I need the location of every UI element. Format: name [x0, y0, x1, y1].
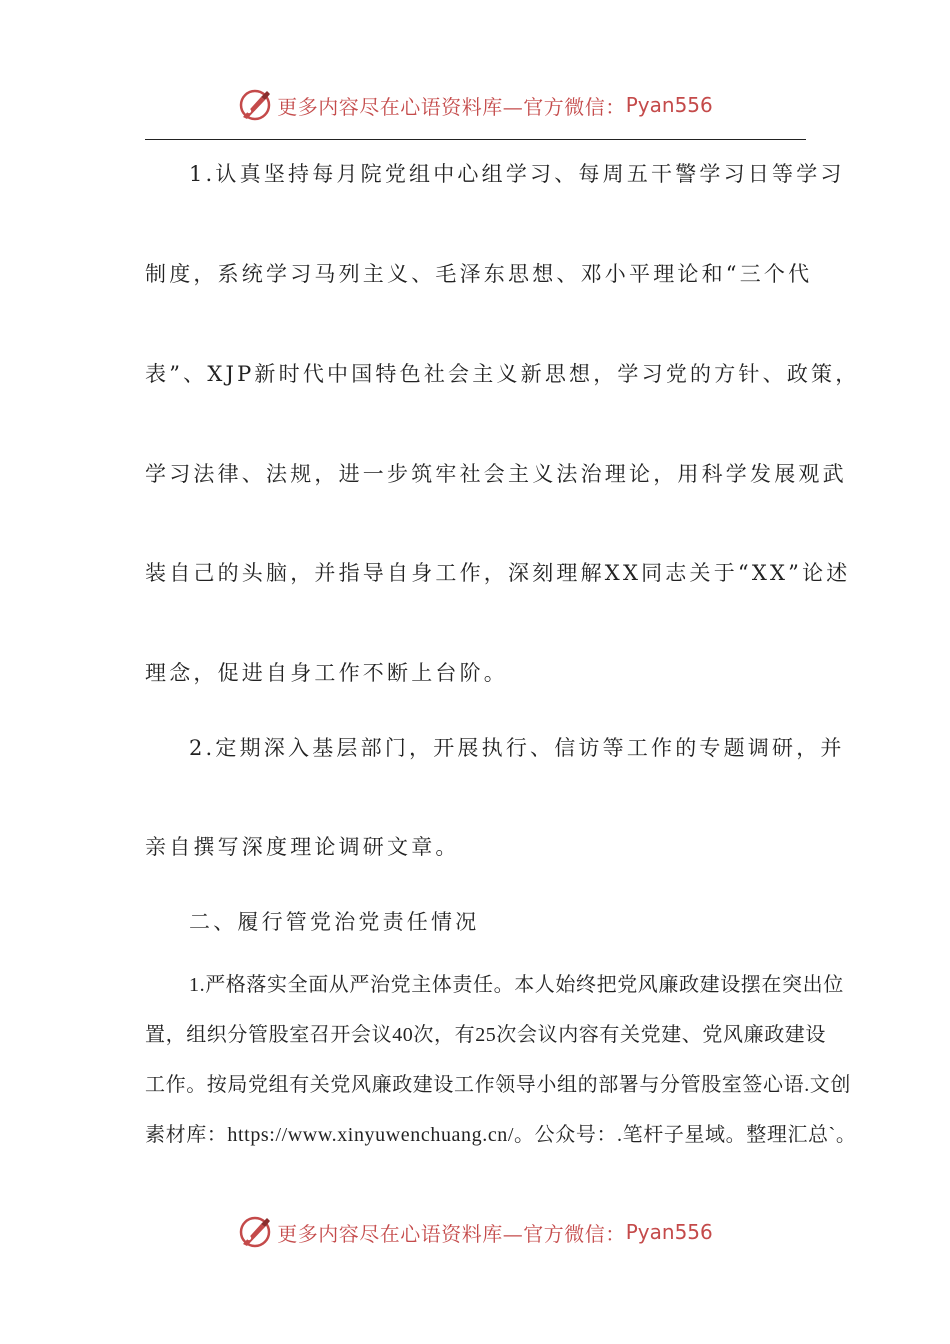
watermark-text: 更多内容尽在心语资料库—官方微信：	[277, 1221, 626, 1246]
watermark-text: 更多内容尽在心语资料库—官方微信：	[277, 94, 626, 119]
paragraph-line: 学习法律、法规，进一步筑牢社会主义法治理论，用科学发展观武	[145, 462, 847, 486]
paragraph-line: 装自己的头脑，并指导自身工作，深刻理解XX同志关于“XX”论述	[145, 561, 851, 585]
watermark-wechat-id: Pyan556	[625, 1220, 713, 1244]
watermark-footer	[0, 1207, 950, 1257]
pen-logo-icon	[237, 1214, 273, 1250]
paragraph-line: 2.定期深入基层部门，开展执行、信访等工作的专题调研，并	[189, 736, 845, 760]
section-heading: 二、履行管党治党责任情况	[189, 910, 480, 934]
watermark-header	[0, 80, 950, 130]
paragraph-line: 表”、XJP新时代中国特色社会主义新思想，学习党的方针、政策，	[145, 362, 860, 386]
paragraph-line: 亲自撰写深度理论调研文章。	[145, 835, 460, 859]
paragraph-line: 1.严格落实全面从严治党主体责任。本人始终把党风廉政建设摆在突出位	[189, 974, 844, 996]
paragraph-line: 1.认真坚持每月院党组中心组学习、每周五干警学习日等学习	[189, 162, 845, 186]
watermark-wechat-id: Pyan556	[625, 93, 713, 117]
paragraph-line: 工作。按局党组有关党风廉政建设工作领导小组的部署与分管股室签心语.文创	[145, 1074, 851, 1096]
watermark-banner	[237, 87, 713, 123]
paragraph-line: 置，组织分管股室召开会议40次，有25次会议内容有关党建、党风廉政建设	[145, 1024, 826, 1046]
paragraph-line: 素材库：https://www.xinyuwenchuang.cn/。公众号：.笔杆子星域。整理汇总`。	[145, 1124, 857, 1146]
paragraph-line: 制度，系统学习马列主义、毛泽东思想、邓小平理论和“三个代	[145, 262, 813, 286]
pen-logo-icon	[237, 87, 273, 123]
paragraph-line: 理念，促进自身工作不断上台阶。	[145, 661, 508, 685]
header-rule	[145, 139, 806, 140]
watermark-banner	[237, 1214, 713, 1250]
